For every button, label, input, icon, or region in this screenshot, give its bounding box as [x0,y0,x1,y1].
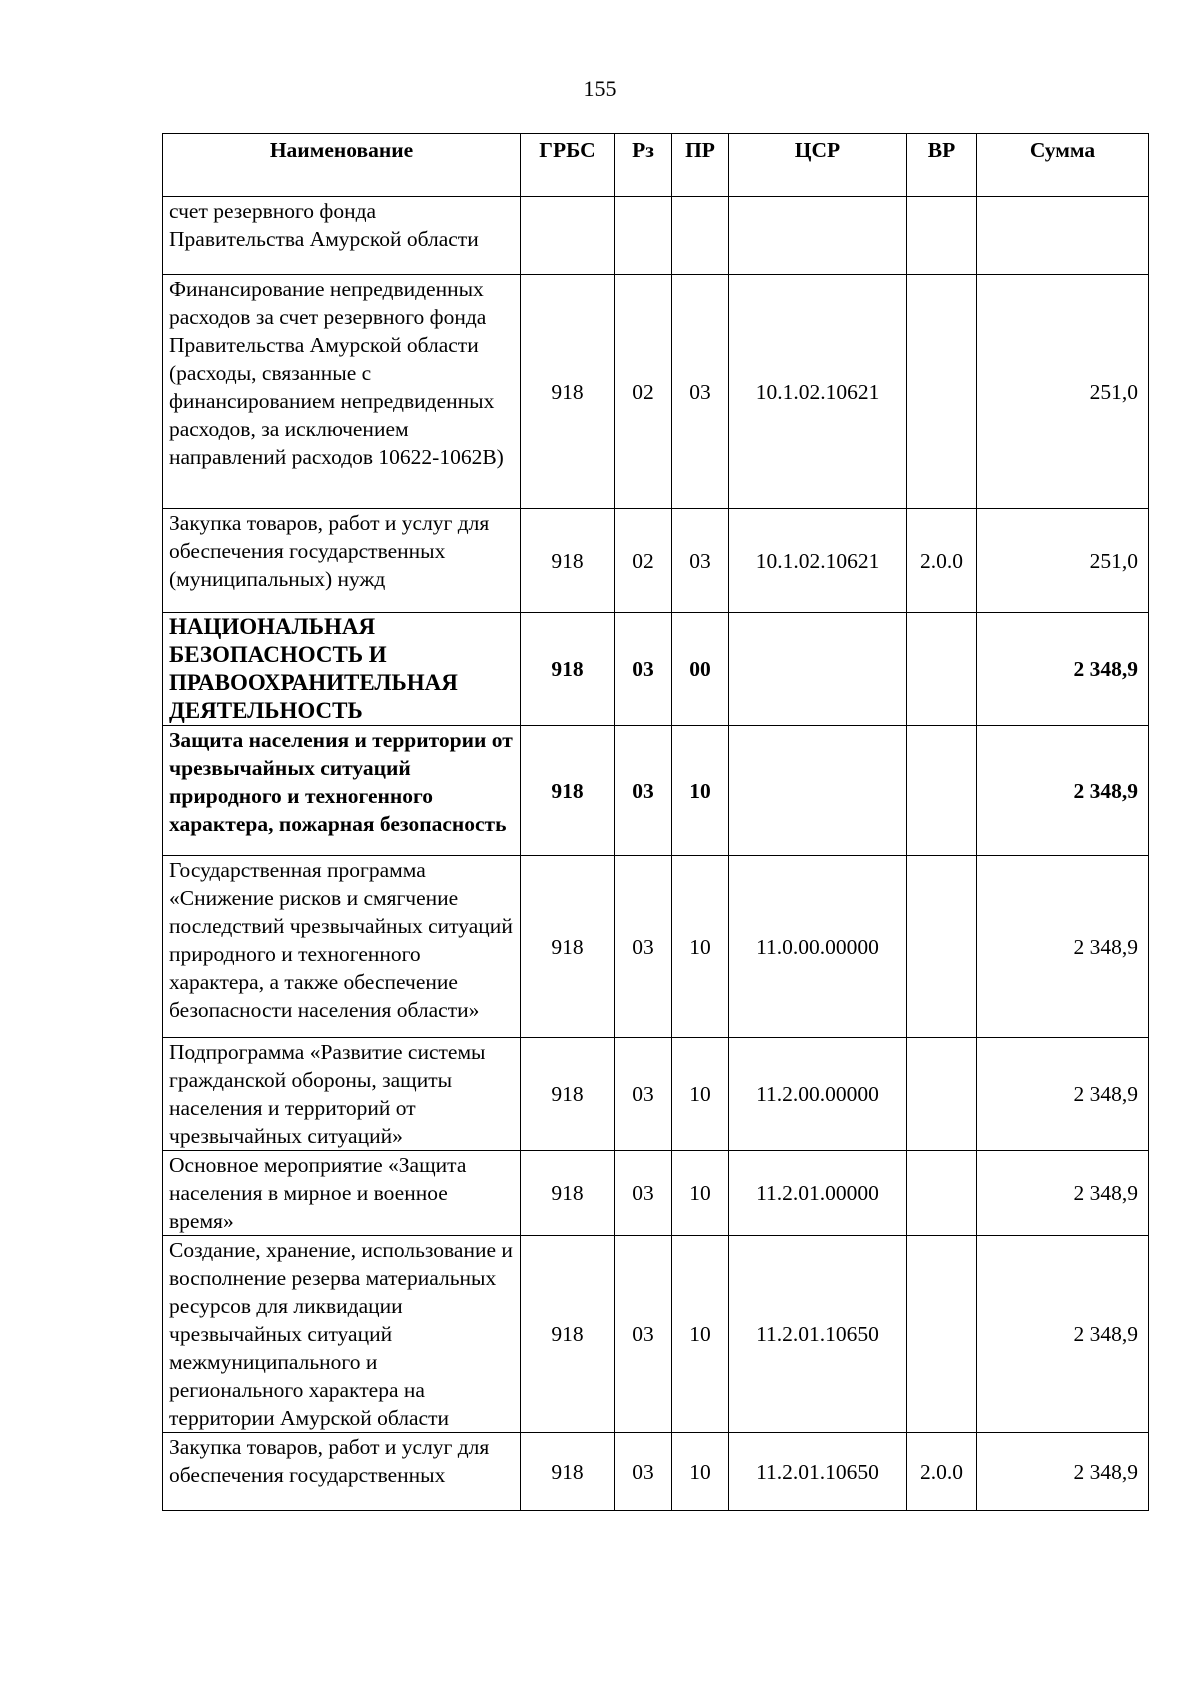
header-grbs: ГРБС [521,134,615,197]
row-pr: 10 [672,1236,729,1433]
row-vr: 2.0.0 [907,509,977,613]
row-pr: 10 [672,856,729,1038]
row-grbs: 918 [521,1236,615,1433]
row-vr [907,197,977,275]
row-rz [615,197,672,275]
row-rz: 03 [615,856,672,1038]
row-vr [907,856,977,1038]
row-name: счет резервного фонда Правительства Амурской области [163,197,521,275]
table-row [163,509,1149,613]
header-pr: ПР [672,134,729,197]
table-header-row [163,134,1149,197]
row-name: Финансирование непредвиденных расходов за счет резервного фонда Правительства Амурской области (расходы, связанные с финансированием непредвиденных расходов, за исключением направлений расходов 10622-1062В) [163,275,521,509]
row-csr [729,197,907,275]
header-csr: ЦСР [729,134,907,197]
row-pr [672,197,729,275]
row-name: Закупка товаров, работ и услуг для обеспечения государственных (муниципальных) нужд [163,509,521,613]
table-row [163,197,1149,275]
row-vr [907,1151,977,1236]
table-row [163,726,1149,856]
table-row [163,1236,1149,1433]
row-vr [907,726,977,856]
row-name: Создание, хранение, использование и восполнение резерва материальных ресурсов для ликвидации чрезвычайных ситуаций межмуниципального и регионального характера на территории Амурской области [163,1236,521,1433]
row-grbs: 918 [521,509,615,613]
row-grbs: 918 [521,613,615,726]
row-sum [977,197,1149,275]
row-sum: 251,0 [977,509,1149,613]
row-csr: 10.1.02.10621 [729,509,907,613]
row-pr: 10 [672,1433,729,1511]
row-pr: 10 [672,1151,729,1236]
row-csr: 11.2.01.10650 [729,1433,907,1511]
table-row [163,613,1149,726]
row-vr [907,1236,977,1433]
row-sum: 2 348,9 [977,613,1149,726]
row-vr [907,613,977,726]
row-grbs: 918 [521,1151,615,1236]
row-grbs [521,197,615,275]
row-csr [729,726,907,856]
budget-table [162,133,1149,1511]
row-vr [907,1038,977,1151]
row-pr: 00 [672,613,729,726]
row-csr: 11.2.00.00000 [729,1038,907,1151]
header-name: Наименование [163,134,521,197]
row-vr: 2.0.0 [907,1433,977,1511]
row-csr: 11.2.01.10650 [729,1236,907,1433]
row-rz: 03 [615,613,672,726]
page-number: 155 [583,76,617,101]
table-row [163,1433,1149,1511]
row-sum: 2 348,9 [977,856,1149,1038]
row-grbs: 918 [521,275,615,509]
row-vr [907,275,977,509]
row-rz: 03 [615,1236,672,1433]
table-row [163,1038,1149,1151]
row-sum: 2 348,9 [977,1038,1149,1151]
row-name: Государственная программа «Снижение рисков и смягчение последствий чрезвычайных ситуаций природного и техногенного характера, а также обеспечение безопасности населения области» [163,856,521,1038]
table-row [163,1151,1149,1236]
row-name: Основное мероприятие «Защита населения в мирное и военное время» [163,1151,521,1236]
row-rz: 02 [615,275,672,509]
row-name: Защита населения и территории от чрезвычайных ситуаций природного и техногенного характера, пожарная безопасность [163,726,521,856]
row-name: Подпрограмма «Развитие системы гражданской обороны, защиты населения и территорий от чрезвычайных ситуаций» [163,1038,521,1151]
header-vr: ВР [907,134,977,197]
row-rz: 03 [615,1038,672,1151]
row-pr: 03 [672,509,729,613]
row-csr: 10.1.02.10621 [729,275,907,509]
row-grbs: 918 [521,726,615,856]
table-row [163,856,1149,1038]
header-rz: Рз [615,134,672,197]
row-rz: 03 [615,1433,672,1511]
row-pr: 10 [672,1038,729,1151]
row-sum: 2 348,9 [977,726,1149,856]
header-sum: Сумма [977,134,1149,197]
row-sum: 2 348,9 [977,1151,1149,1236]
row-csr: 11.0.00.00000 [729,856,907,1038]
row-rz: 03 [615,726,672,856]
row-csr [729,613,907,726]
row-rz: 02 [615,509,672,613]
row-name: Закупка товаров, работ и услуг для обеспечения государственных [163,1433,521,1511]
row-sum: 251,0 [977,275,1149,509]
row-sum: 2 348,9 [977,1433,1149,1511]
row-pr: 10 [672,726,729,856]
row-grbs: 918 [521,856,615,1038]
row-csr: 11.2.01.00000 [729,1151,907,1236]
row-rz: 03 [615,1151,672,1236]
row-name: НАЦИОНАЛЬНАЯ БЕЗОПАСНОСТЬ И ПРАВООХРАНИТЕЛЬНАЯ ДЕЯТЕЛЬНОСТЬ [163,613,521,726]
row-grbs: 918 [521,1433,615,1511]
row-sum: 2 348,9 [977,1236,1149,1433]
row-grbs: 918 [521,1038,615,1151]
row-pr: 03 [672,275,729,509]
table-row [163,275,1149,509]
